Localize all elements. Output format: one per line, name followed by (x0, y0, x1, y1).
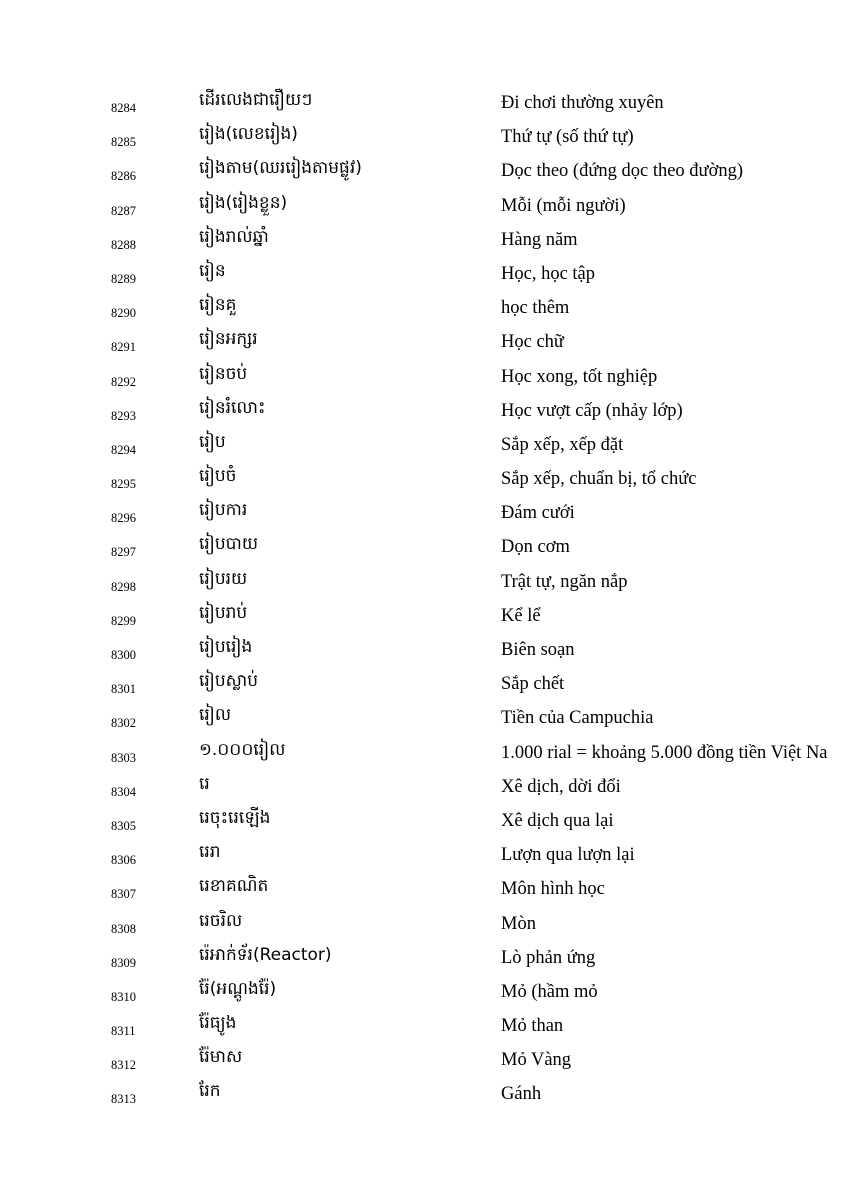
khmer-term: រៀង(លេខរៀង) (199, 124, 298, 145)
entry-number: 8287 (111, 203, 136, 218)
vietnamese-meaning: Xê dịch, dời đổi (501, 776, 621, 797)
vietnamese-meaning: Mỗi (mỗi người) (501, 195, 626, 216)
vietnamese-meaning: Hàng năm (501, 229, 578, 250)
khmer-term: ១.០០០រៀល (199, 739, 286, 760)
khmer-term: រ៉ែធ្យូង (199, 1013, 237, 1034)
khmer-term: រៀបចំ (199, 466, 237, 487)
dictionary-entry (0, 1043, 848, 1077)
khmer-term: រេចរិល (199, 910, 243, 931)
entry-number: 8298 (111, 579, 136, 594)
entry-number: 8294 (111, 442, 136, 457)
entry-number: 8290 (111, 306, 136, 321)
khmer-term: រៀបស្លាប់ (199, 671, 259, 692)
dictionary-entry (0, 291, 848, 325)
vietnamese-meaning: Môn hình học (501, 879, 605, 900)
vietnamese-meaning: Sắp xếp, xếp đặt (501, 434, 624, 455)
dictionary-entry (0, 325, 848, 359)
entry-number: 8297 (111, 545, 136, 560)
dictionary-entry (0, 154, 848, 188)
vietnamese-meaning: Đi chơi thường xuyên (501, 93, 664, 113)
khmer-term: រៀនរំលោះ (199, 397, 266, 418)
dictionary-entry (0, 667, 848, 701)
dictionary-entry (0, 189, 848, 223)
khmer-term: រៀនគួ (199, 295, 237, 316)
vietnamese-meaning: Trật tự, ngăn nắp (501, 571, 628, 592)
khmer-term: រេចុះរេឡើង (199, 807, 271, 828)
dictionary-entry (0, 120, 848, 154)
khmer-term: រ៉េអាក់ទ័រ(Reactor) (199, 944, 332, 965)
dictionary-entry (0, 1077, 848, 1111)
vietnamese-meaning: Mòn (501, 913, 536, 934)
dictionary-entry (0, 496, 848, 530)
entry-number: 8288 (111, 237, 136, 252)
khmer-term: រ៉ែ(អណ្តូងរ៉ែ) (199, 978, 277, 999)
khmer-term: រៀបរាប់ (199, 602, 248, 623)
vietnamese-meaning: Sắp xếp, chuẩn bị, tổ chức (501, 469, 697, 490)
entry-number: 8291 (111, 340, 136, 355)
entry-number: 8285 (111, 135, 136, 150)
vietnamese-meaning: Sắp chết (501, 674, 565, 695)
entry-number: 8311 (111, 1024, 136, 1039)
entry-number: 8296 (111, 511, 136, 526)
dictionary-entry (0, 257, 848, 291)
khmer-term: រេរា (199, 842, 221, 863)
dictionary-entry (0, 701, 848, 735)
khmer-term: រៀង(រៀងខ្លួន) (199, 192, 288, 213)
entry-number: 8302 (111, 716, 136, 731)
vietnamese-meaning: Xê dịch qua lại (501, 810, 614, 831)
dictionary-entry (0, 975, 848, 1009)
khmer-term: រៀនអក្សរ (199, 329, 258, 350)
dictionary-entry (0, 872, 848, 906)
khmer-term: រៀបរយ (199, 568, 248, 589)
dictionary-entry (0, 633, 848, 667)
entry-number: 8301 (111, 682, 136, 697)
vietnamese-meaning: học thêm (501, 298, 570, 319)
dictionary-entry (0, 428, 848, 462)
khmer-term: រៀបរៀង (199, 637, 253, 657)
khmer-term: រៀប (199, 431, 226, 452)
khmer-term: ដើរលេងជារឿយៗ (199, 90, 313, 110)
dictionary-entry (0, 941, 848, 975)
dictionary-entry (0, 770, 848, 804)
dictionary-entry (0, 360, 848, 394)
vietnamese-meaning: Học vượt cấp (nhảy lớp) (501, 400, 683, 421)
khmer-term: រេ (199, 773, 210, 794)
vietnamese-meaning: Dọc theo (đứng dọc theo đường) (501, 161, 744, 182)
vietnamese-meaning: Dọn cơm (501, 537, 570, 558)
entry-number: 8295 (111, 477, 136, 492)
entry-number: 8286 (111, 169, 136, 184)
entry-number: 8304 (111, 784, 136, 799)
dictionary-entry (0, 223, 848, 257)
vietnamese-meaning: Biên soạn (501, 640, 575, 660)
vietnamese-meaning: 1.000 rial = khoảng 5.000 đồng tiền Việt Na (501, 742, 828, 763)
vietnamese-meaning: Lò phản ứng (501, 947, 596, 968)
dictionary-entry (0, 394, 848, 428)
dictionary-entry (0, 804, 848, 838)
entry-number: 8293 (111, 408, 136, 423)
vietnamese-meaning: Mỏ (hầm mỏ (501, 981, 598, 1002)
khmer-term: រៀបបាយ (199, 534, 259, 555)
vietnamese-meaning: Học, học tập (501, 263, 596, 284)
entry-number: 8310 (111, 989, 136, 1004)
entry-number: 8305 (111, 818, 136, 833)
khmer-term: រៀនចប់ (199, 363, 248, 384)
dictionary-entry (0, 838, 848, 872)
vietnamese-meaning: Học xong, tốt nghiệp (501, 366, 658, 387)
vietnamese-meaning: Lượn qua lượn lại (501, 845, 635, 866)
dictionary-entry (0, 1009, 848, 1043)
dictionary-entry (0, 565, 848, 599)
dictionary-entry (0, 599, 848, 633)
dictionary-entry (0, 736, 848, 770)
entry-number: 8313 (111, 1092, 136, 1107)
khmer-term: រៀន (199, 260, 226, 281)
entry-number: 8300 (111, 648, 136, 662)
vietnamese-meaning: Kể lể (501, 605, 541, 626)
entry-number: 8308 (111, 921, 136, 936)
khmer-term: រេខាគណិត (199, 876, 269, 897)
entry-number: 8299 (111, 613, 136, 628)
vietnamese-meaning: Học chữ (501, 332, 564, 353)
entry-number: 8312 (111, 1058, 136, 1073)
vietnamese-meaning: Gánh (501, 1084, 542, 1105)
entry-number: 8289 (111, 271, 136, 286)
entry-number: 8284 (111, 101, 136, 115)
dictionary-entry (0, 86, 848, 120)
khmer-term: រែក (199, 1081, 221, 1102)
dictionary-entry (0, 462, 848, 496)
vietnamese-meaning: Mỏ Vàng (501, 1050, 572, 1071)
khmer-term: រៀងរាល់ឆ្នាំ (199, 226, 269, 247)
dictionary-entry (0, 907, 848, 941)
khmer-term: រៀល (199, 705, 232, 726)
dictionary-entry-list (0, 86, 848, 1112)
entry-number: 8309 (111, 955, 136, 970)
vietnamese-meaning: Thứ tự (số thứ tự) (501, 127, 634, 148)
dictionary-entry (0, 530, 848, 564)
entry-number: 8306 (111, 853, 136, 868)
entry-number: 8307 (111, 887, 136, 902)
vietnamese-meaning: Tiền của Campuchia (501, 708, 654, 729)
vietnamese-meaning: Đám cưới (501, 503, 575, 524)
entry-number: 8303 (111, 750, 136, 765)
entry-number: 8292 (111, 374, 136, 389)
khmer-term: រៀបការ (199, 500, 248, 521)
khmer-term: រៀងតាម(ឈររៀងតាមផ្លូវ) (199, 158, 362, 179)
khmer-term: រ៉ែមាស (199, 1047, 243, 1068)
vietnamese-meaning: Mỏ than (501, 1016, 564, 1037)
